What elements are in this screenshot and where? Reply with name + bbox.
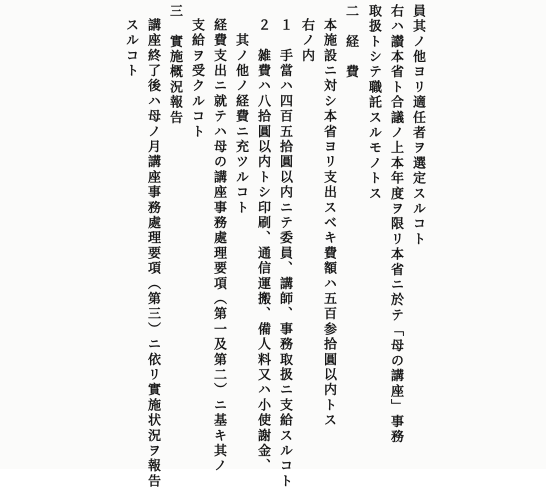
text-column-1: 員其ノ他ヨリ適任者ヲ選定スルコト — [410, 4, 425, 248]
text-column-6: 右ノ内 — [299, 18, 314, 64]
text-column-14: スルコト — [123, 18, 138, 79]
text-column-3: 取扱トシテ職託スルモノトス — [366, 4, 381, 202]
text-column-5: 本施設ニ対シ本省ヨリ支出スベキ費額ハ五百参拾圓以内トス — [321, 18, 336, 429]
section-heading-report: 三 實施概況報告 — [167, 4, 182, 126]
text-column-2: 右ハ讃本省ト合議ノ上本年度ヲ限リ本省ニ於テ「母の講座」事務 — [388, 4, 403, 445]
text-column-8: ２ 雑費ハ八拾圓以内トシ印刷、通信運搬、備人料又ハ小使謝金、 — [255, 18, 270, 474]
text-column-9: 其ノ他ノ経費ニ充ツルコト — [233, 18, 248, 216]
text-column-10: 経費支出ニ就テハ母の講座事務處理要項（第一及第二）ニ基キ其ノ — [211, 18, 226, 474]
text-column-11: 支給ヲ受クルコト — [189, 18, 204, 140]
text-column-7: １ 手當ハ四百五拾圓以内ニテ委員、講師、事務取扱ニ支給スルコト — [277, 18, 292, 489]
section-heading-expenses: 二 経 費 — [343, 4, 358, 80]
text-column-13: 講座終了後ハ母ノ月講座事務處理要項（第三）ニ依リ實施状況ヲ報告 — [145, 18, 160, 489]
